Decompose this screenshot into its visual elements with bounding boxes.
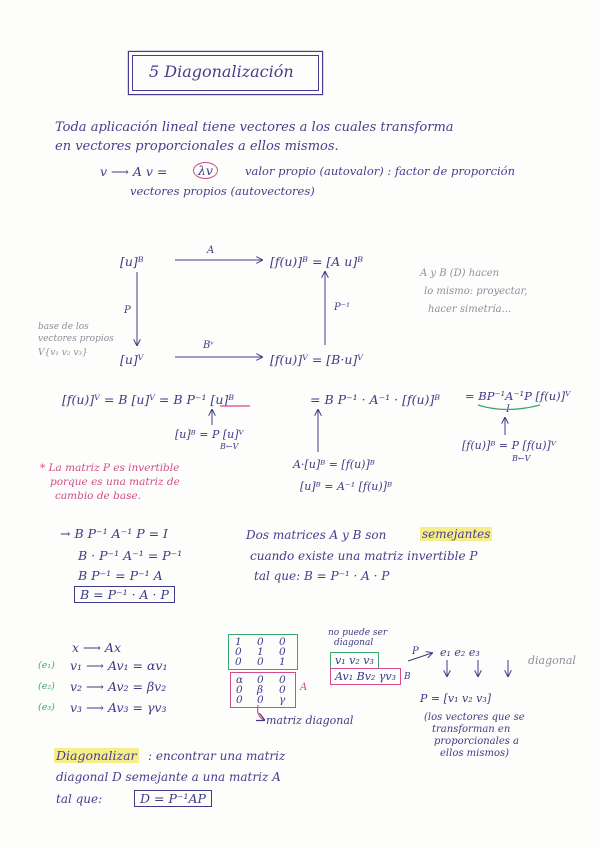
sub-left-index: B←V [220,442,239,451]
diagonalize-line-3: tal que: [56,792,103,806]
matrix-bottom-cell: 0 [236,694,243,706]
no-puede-1: no puede ser [328,628,388,638]
eigen-row-2: v₂ ⟶ Av₂ = βv₂ [70,679,167,694]
eigen-row-1: v₁ ⟶ Av₁ = αv₁ [70,658,168,673]
eigen-lambda: λv [193,162,218,179]
similar-line-3: tal que: B = P⁻¹ · A · P [254,569,390,583]
sub-right: [f(u)]ᴮ = P [f(u)]ⱽ [462,439,556,452]
note-right-3: hacer simetría... [428,304,512,315]
deriv-line-2: B · P⁻¹ A⁻¹ = P⁻¹ [78,548,183,563]
note-left-2: vectores propios [38,334,114,344]
chain-part-3: = BP⁻¹A⁻¹P [f(u)]ⱽ [465,389,571,403]
diagram-ub: [u]ᴮ [120,254,144,269]
transformed-group: Av₁ Bv₂ γv₃ [330,668,401,685]
matrix-top-cell: 0 [235,656,242,668]
note-right-2: lo mismo: proyectar, [424,286,528,297]
matrix-tag: A [300,682,308,693]
chain-part-2: = B P⁻¹ · A⁻¹ · [f(u)]ᴮ [310,392,441,407]
basis-es: e₁ e₂ e₃ [440,646,480,659]
intro-line-1: Toda aplicación lineal tiene vectores a los cuales transforma [55,120,454,135]
eigenvectors-group: v₁ v₂ v₃ [330,652,379,669]
star-note-2: porque es una matriz de [50,476,180,488]
p-note-4: ellos mismos) [440,748,509,759]
matrix-bottom-cell: 0 [236,684,243,696]
intro-line-2: en vectores proporcionales a ellos mismos. [55,139,339,154]
matrix-bottom-cell: 0 [279,674,286,686]
deriv-line-3: B P⁻¹ = P⁻¹ A [78,568,163,583]
similar-line-1a: Dos matrices A y B son [246,528,387,542]
identity-brace [478,405,540,410]
diagonalize-word: Diagonalizar [56,748,137,763]
matrix-top-cell: 0 [235,646,242,658]
eigen-row-3-tag: (e₃) [38,702,55,713]
star-note-1: * La matriz P es invertible [40,462,180,474]
sub-left: [u]ᴮ = P [u]ⱽ [175,428,244,441]
matrix-top-cell: 1 [235,636,242,648]
diagonalize-formula: D = P⁻¹AP [134,790,212,807]
matrix-bottom-cell: γ [279,694,286,706]
diagram-arrow-top-label: A [207,245,215,256]
matrix-bottom-cell: α [236,674,244,686]
eigen-row-0: x ⟶ Ax [72,640,121,655]
diagonalize-line-2: diagonal D semejante a una matriz A [56,770,281,784]
matrix-top-cell: 0 [279,646,286,658]
note-right-1: A y B (D) hacen [420,268,500,279]
diagram-pinv-label: P⁻¹ [334,302,351,313]
basis-diagonal: diagonal [528,654,576,667]
diagram-p-label: P [124,305,131,316]
eigen-eq-line2: vectores propios (autovectores) [130,184,315,198]
note-left-1: base de los [38,322,89,332]
eigen-eq-right: valor propio (autovalor) : factor de proporción [245,164,516,178]
no-puede-2: diagonal [334,638,374,648]
matrix-top-cell: 0 [257,656,264,668]
similar-word: semejantes [422,527,491,541]
eigen-row-3: v₃ ⟶ Av₃ = γv₃ [70,700,167,715]
p-definition: P = [v₁ v₂ v₃] [420,692,492,705]
matrix-bottom-cell: β [257,684,264,696]
matrix-top-cell: 0 [257,636,264,648]
diagram-fub: [f(u)]ᴮ = [A u]ᴮ [270,254,363,269]
page-title: 5 Diagonalización [149,62,294,81]
matrix-top-cell: 0 [279,636,286,648]
chain-identity: I [506,404,510,415]
diagonalize-line-1: : encontrar una matriz [148,749,286,763]
basis-b: B [404,672,411,682]
p-note-1: (los vectores que se [424,712,525,723]
matrix-top-cell: 1 [257,646,264,658]
sub-mid-2: [u]ᴮ = A⁻¹ [f(u)]ᴮ [300,480,393,493]
sub-mid-1: A·[u]ᴮ = [f(u)]ᴮ [293,458,375,471]
p-note-2: transforman en [432,724,511,735]
matrix-bottom-cell: 0 [257,694,264,706]
note-left-3: V{v₁ v₂ v₃} [38,348,88,358]
basis-arrow-p [408,653,432,661]
similar-line-2: cuando existe una matriz invertible P [250,549,478,563]
basis-p: P [412,646,419,657]
p-note-3: proporcionales a [434,736,520,747]
matrix-bottom-cell: 0 [279,684,286,696]
eigen-eq-left: v ⟶ A v = [100,164,168,179]
sub-right-index: B←V [512,454,531,463]
deriv-line-4-boxed: B = P⁻¹ · A · P [74,586,175,603]
diagram-fuv: [f(u)]ⱽ = [B·u]ⱽ [270,352,363,367]
star-note-3: cambio de base. [55,490,142,502]
matrix-label: matriz diagonal [266,714,354,727]
eigen-row-2-tag: (e₂) [38,681,55,692]
diagram-arrow-bottom-label: Bᵛ [203,340,215,351]
eigen-row-1-tag: (e₁) [38,660,55,671]
matrix-label-arrow [258,705,264,720]
matrix-bottom-cell: 0 [257,674,264,686]
deriv-line-1: → B P⁻¹ A⁻¹ P = I [60,526,168,541]
chain-part-1: [f(u)]ⱽ = B [u]ⱽ = B P⁻¹ [u]ᴮ [62,392,235,407]
matrix-top-cell: 1 [279,656,286,668]
diagram-uv: [u]ⱽ [120,352,144,367]
